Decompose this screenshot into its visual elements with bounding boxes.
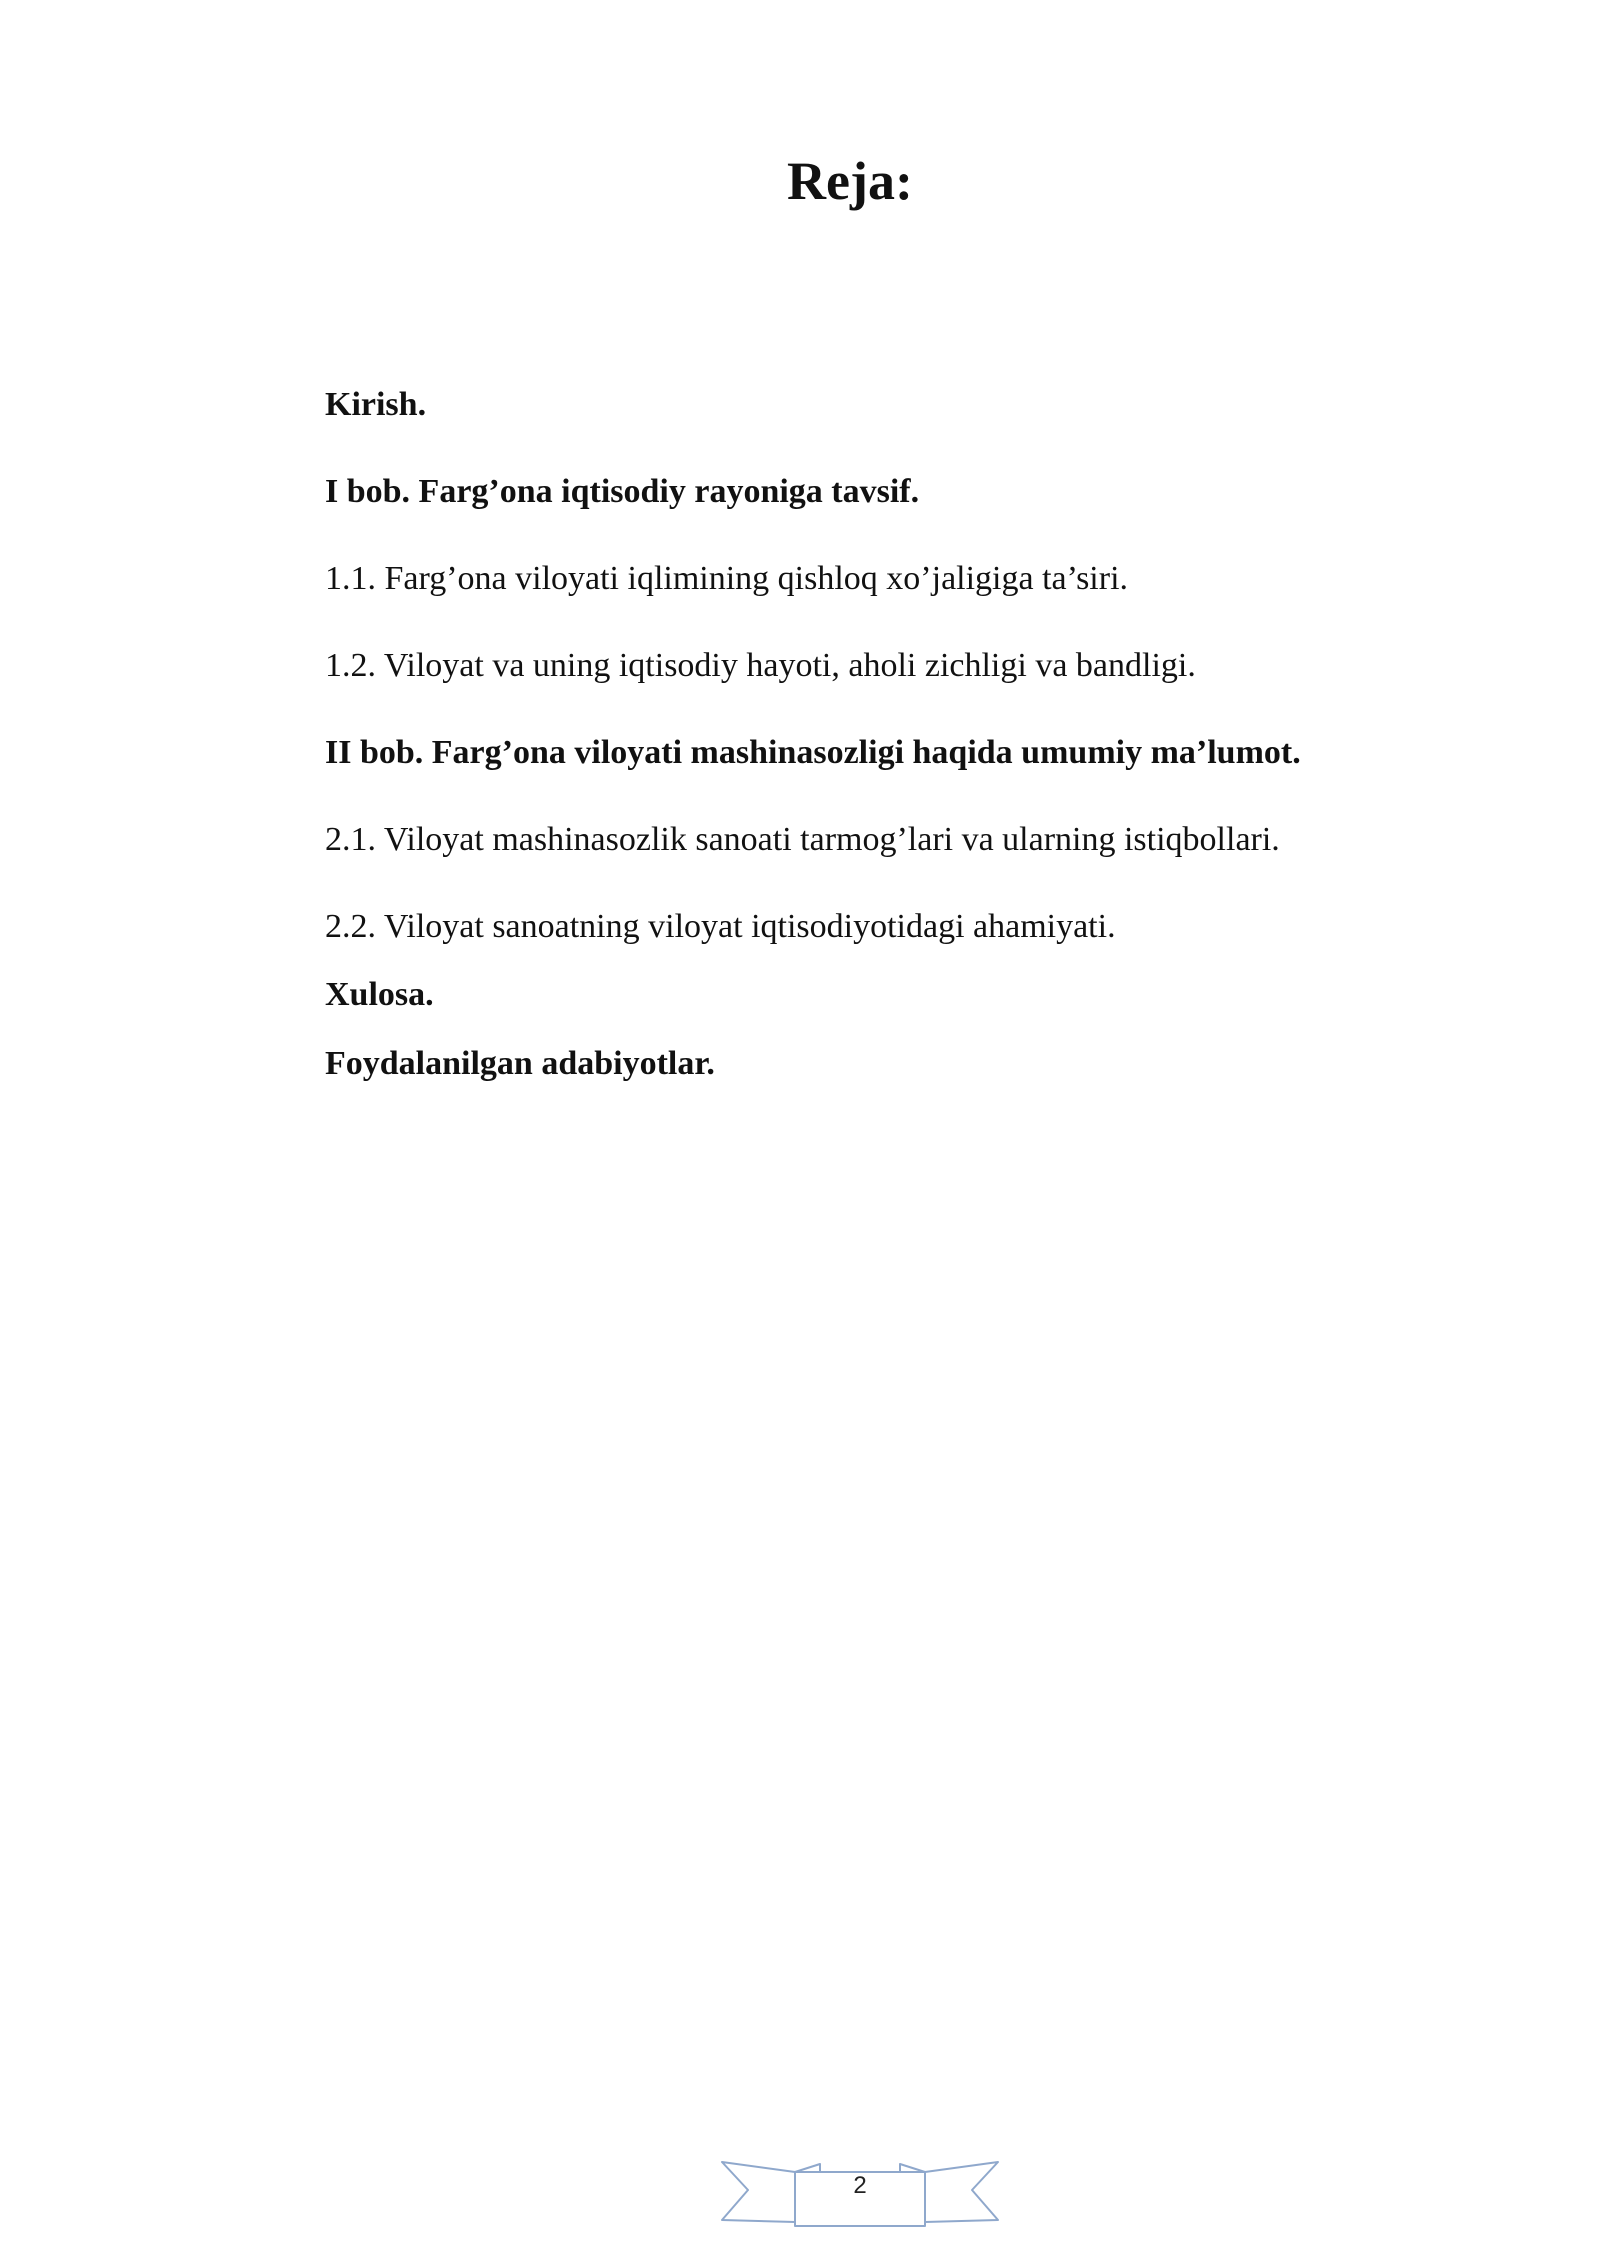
page-number: 2 <box>853 2172 867 2199</box>
toc-item-adabiyotlar: Foydalanilgan adabiyotlar. <box>325 1045 715 1082</box>
page-title: Reja: <box>787 151 913 211</box>
toc-item-chapter-1: I bob. Farg’ona iqtisodiy rayoniga tavsif. <box>325 473 920 510</box>
toc-item-kirish: Kirish. <box>325 386 427 423</box>
toc-item-section-1-1: 1.1. Farg’ona viloyati iqlimining qishloq xo’jaligiga ta’siri. <box>325 560 1129 597</box>
toc-item-section-2-1: 2.1. Viloyat mashinasozlik sanoati tarmog’lari va ularning istiqbollari. <box>325 821 1280 858</box>
page-number-footer <box>720 2150 1000 2230</box>
toc-item-section-1-2: 1.2. Viloyat va uning iqtisodiy hayoti, aholi zichligi va bandligi. <box>325 647 1196 684</box>
toc-item-chapter-2: II bob. Farg’ona viloyati mashinasozligi haqida umumiy ma’lumot. <box>325 734 1301 771</box>
toc-item-xulosa: Xulosa. <box>325 976 434 1013</box>
toc-item-section-2-2: 2.2. Viloyat sanoatning viloyat iqtisodiyotidagi ahamiyati. <box>325 908 1116 945</box>
